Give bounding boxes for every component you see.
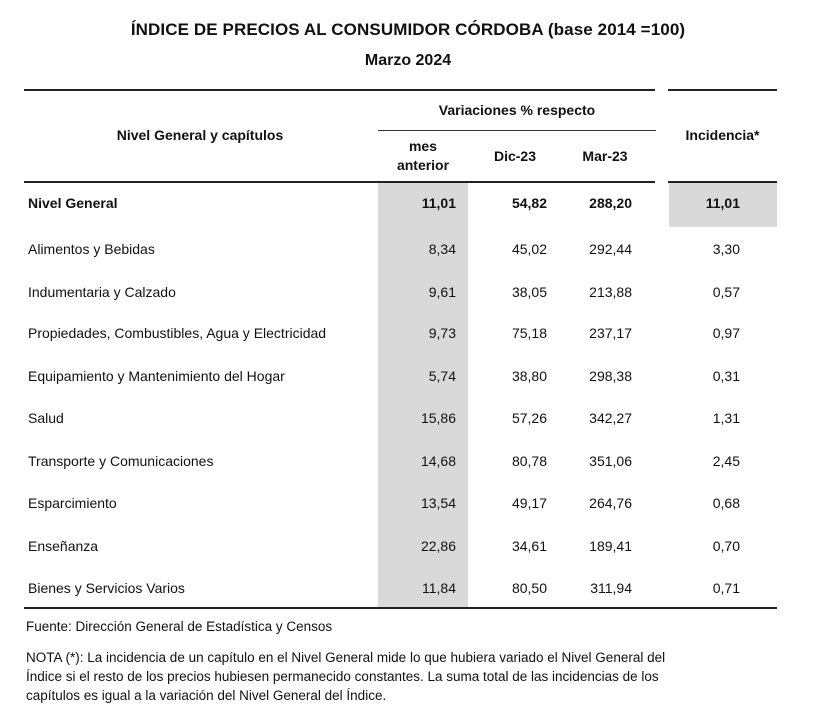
value-mar-23: 311,94 <box>590 580 632 596</box>
row-label: Salud <box>28 410 64 426</box>
header-dic-23: Dic-23 <box>493 148 537 164</box>
value-incidencia: 0,97 <box>712 325 740 341</box>
value-incidencia: 0,68 <box>712 495 740 511</box>
value-mar-23: 342,27 <box>589 410 632 426</box>
value-mes-anterior: 9,73 <box>428 325 456 341</box>
row-label: Indumentaria y Calzado <box>28 284 176 300</box>
value-mes-anterior: 13,54 <box>420 495 456 511</box>
value-dic-23: 38,80 <box>511 368 547 384</box>
value-mes-anterior: 9,61 <box>428 284 456 300</box>
value-dic-23: 57,26 <box>511 410 547 426</box>
value-incidencia: 0,57 <box>712 284 740 300</box>
value-mes-anterior: 14,68 <box>420 453 456 469</box>
value-incidencia: 3,30 <box>712 241 740 257</box>
table-bottom-rule <box>24 607 777 609</box>
row-label: Enseñanza <box>28 538 99 554</box>
value-mes-anterior: 22,86 <box>420 538 456 554</box>
footnote-line-1: NOTA (*): La incidencia de un capítulo en el Nivel General mide lo que hubiera variado el Nivel General del <box>26 650 666 665</box>
value-mar-23: 351,06 <box>589 453 632 469</box>
row-label: Alimentos y Bebidas <box>28 241 155 257</box>
value-mar-23: 264,76 <box>589 495 632 511</box>
value-mes-anterior: 15,86 <box>420 410 456 426</box>
row-label: Esparcimiento <box>28 495 117 511</box>
row-label: Transporte y Comunicaciones <box>28 453 214 469</box>
header-incidencia: Incidencia* <box>685 127 760 143</box>
value-incidencia: 2,45 <box>712 453 740 469</box>
group-rule <box>378 130 656 131</box>
value-dic-23: 54,82 <box>511 195 547 211</box>
value-incidencia: 0,70 <box>712 538 740 554</box>
value-incidencia: 0,71 <box>712 580 740 596</box>
value-incidencia: 11,01 <box>705 195 740 211</box>
value-dic-23: 49,17 <box>511 495 547 511</box>
page-subtitle: Marzo 2024 <box>364 52 452 69</box>
header-mes-line2: anterior <box>396 157 450 173</box>
value-dic-23: 80,78 <box>511 453 547 469</box>
value-mes-anterior: 11,01 <box>421 195 456 211</box>
value-incidencia: 1,31 <box>712 410 740 426</box>
value-mar-23: 292,44 <box>589 241 632 257</box>
header-mes-line1: mes <box>408 138 438 154</box>
row-label: Bienes y Servicios Varios <box>28 580 185 596</box>
row-label: Nivel General <box>28 195 118 211</box>
header-variaciones: Variaciones % respecto <box>438 102 596 118</box>
footnote-line-2: Índice si el resto de los precios hubiesen permanecido constantes. La suma total de las incidencias de los <box>26 669 659 684</box>
value-mes-anterior: 5,74 <box>428 368 456 384</box>
value-mar-23: 213,88 <box>589 284 632 300</box>
value-dic-23: 34,61 <box>511 538 547 554</box>
value-dic-23: 38,05 <box>511 284 547 300</box>
header-bottom-rule-incidencia <box>668 181 777 183</box>
row-label: Propiedades, Combustibles, Agua y Electricidad <box>28 325 327 341</box>
value-mar-23: 298,38 <box>589 368 632 384</box>
header-nivel-general-capitulos: Nivel General y capítulos <box>116 127 284 143</box>
value-mar-23: 189,41 <box>589 538 632 554</box>
top-rule-incidencia <box>668 89 777 91</box>
row-label: Equipamiento y Mantenimiento del Hogar <box>28 368 285 384</box>
value-mes-anterior: 8,34 <box>428 241 456 257</box>
value-mes-anterior: 11,84 <box>422 580 456 596</box>
source-note: Fuente: Dirección General de Estadística y Censos <box>26 619 333 634</box>
value-dic-23: 80,50 <box>511 580 547 596</box>
value-dic-23: 75,18 <box>511 325 547 341</box>
header-mar-23: Mar-23 <box>582 148 628 164</box>
value-dic-23: 45,02 <box>511 241 547 257</box>
footnote-line-3: capítulos es igual a la variación del Nivel General del Índice. <box>26 688 387 703</box>
top-rule <box>24 89 655 91</box>
page-title: ÍNDICE DE PRECIOS AL CONSUMIDOR CÓRDOBA (base 2014 =100) <box>130 20 686 39</box>
value-mar-23: 288,20 <box>589 195 632 211</box>
header-bottom-rule <box>24 181 655 183</box>
value-mar-23: 237,17 <box>589 325 632 341</box>
value-incidencia: 0,31 <box>712 368 740 384</box>
